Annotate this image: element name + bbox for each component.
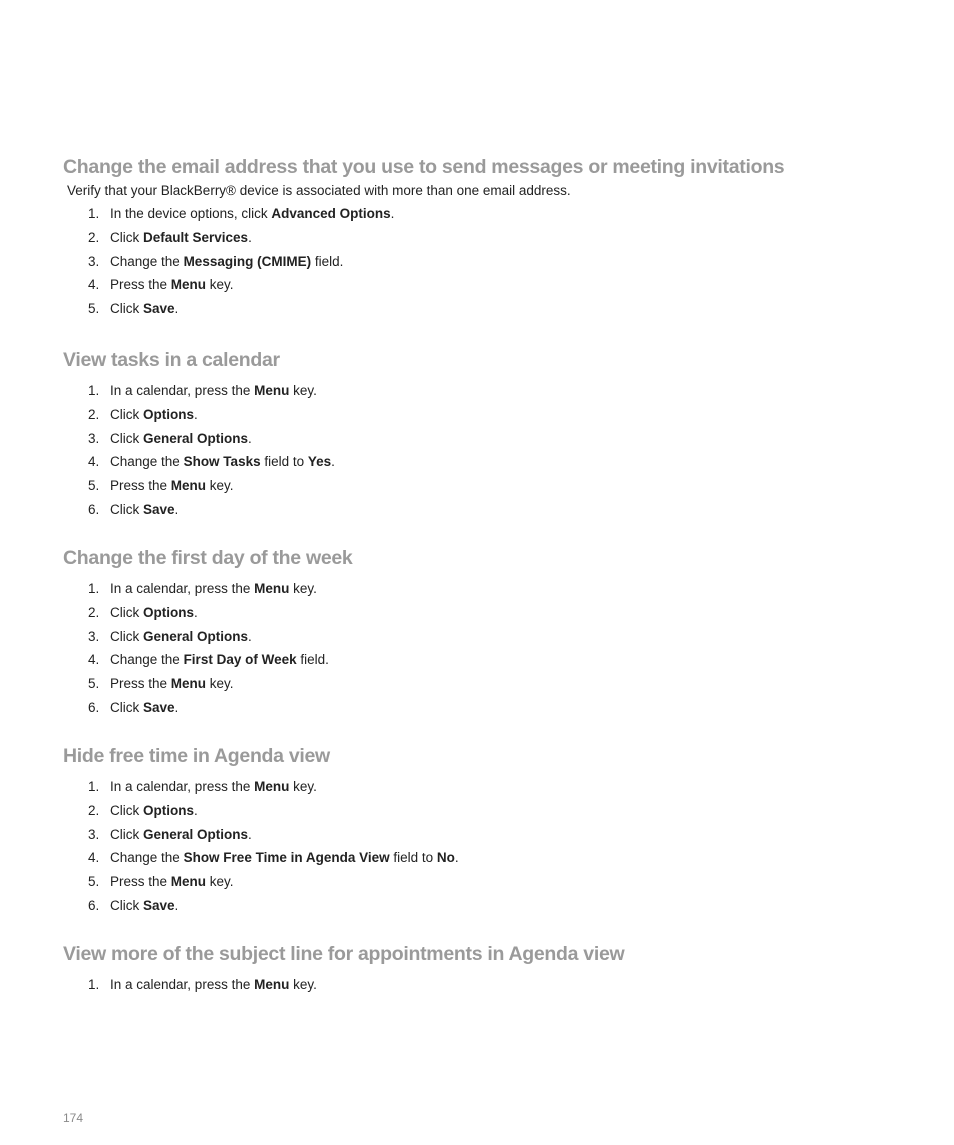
- step-text: Press the: [110, 277, 171, 293]
- step-text: field to: [260, 454, 308, 470]
- step-text: .: [248, 229, 252, 245]
- step-item: [63, 672, 923, 696]
- step-number: 3.: [88, 253, 100, 269]
- step-text: In a calendar, press the: [110, 383, 255, 398]
- step-number: 5.: [88, 676, 100, 692]
- step-text: Click: [110, 699, 143, 715]
- ui-term: Menu: [170, 478, 207, 494]
- ui-term: No: [436, 850, 455, 866]
- step-number: 6.: [88, 897, 100, 913]
- ui-term: Menu: [254, 581, 290, 596]
- step-number: 6.: [88, 501, 100, 517]
- step-text: key.: [206, 874, 234, 890]
- ui-term: General Options: [143, 628, 249, 644]
- step-text: In a calendar, press the: [110, 779, 255, 794]
- steps-list: [63, 202, 923, 321]
- step-item: [63, 823, 923, 847]
- step-number: 1.: [88, 383, 100, 398]
- step-text: Change the: [110, 253, 184, 269]
- steps-list: [63, 973, 923, 997]
- step-item: [63, 648, 923, 672]
- step-text: Click: [110, 229, 143, 245]
- section-heading: Change the first day of the week: [63, 547, 353, 569]
- step-text: key.: [206, 478, 234, 494]
- ui-term: Menu: [170, 676, 207, 692]
- step-text: In a calendar, press the: [110, 581, 255, 596]
- step-text: Click: [110, 897, 143, 913]
- step-text: .: [248, 430, 252, 446]
- step-item: [63, 427, 923, 451]
- step-item: [63, 202, 923, 226]
- step-item: [63, 250, 923, 274]
- step-item: [63, 273, 923, 297]
- ui-term: Default Services: [143, 229, 249, 245]
- steps-list: [63, 775, 923, 918]
- step-text: field.: [311, 253, 344, 269]
- ui-term: Options: [143, 604, 194, 620]
- step-number: 4.: [88, 454, 100, 470]
- step-text: .: [174, 301, 179, 317]
- step-number: 3.: [88, 628, 100, 644]
- step-number: 5.: [88, 874, 100, 890]
- step-text: Press the: [110, 676, 171, 692]
- step-text: Press the: [110, 874, 171, 890]
- step-text: Click: [110, 406, 143, 422]
- step-number: 3.: [88, 826, 100, 842]
- section-intro: Verify that your BlackBerry® device is associated with more than one email address.: [67, 183, 571, 198]
- ui-term: Save: [143, 699, 175, 715]
- step-item: [63, 894, 923, 918]
- steps-list: [63, 577, 923, 720]
- step-text: key.: [206, 676, 234, 692]
- step-text: Click: [110, 301, 143, 317]
- step-number: 1.: [88, 581, 100, 596]
- step-number: 1.: [88, 206, 100, 221]
- step-text: .: [390, 206, 395, 221]
- section-hide-free-time: [63, 744, 923, 918]
- step-number: 1.: [88, 977, 100, 992]
- step-item: [63, 601, 923, 625]
- step-number: 5.: [88, 478, 100, 494]
- section-view-subject-line: [63, 942, 923, 997]
- step-number: 2.: [88, 604, 100, 620]
- step-item: [63, 973, 923, 997]
- step-text: Click: [110, 604, 143, 620]
- steps-list: [63, 379, 923, 522]
- step-number: 2.: [88, 229, 100, 245]
- step-text: key.: [289, 977, 317, 992]
- step-number: 4.: [88, 652, 100, 668]
- step-item: [63, 379, 923, 403]
- step-text: .: [194, 604, 198, 620]
- step-text: key.: [206, 277, 234, 293]
- ui-term: Menu: [254, 779, 290, 794]
- step-text: .: [248, 826, 252, 842]
- step-item: [63, 846, 923, 870]
- step-number: 2.: [88, 802, 100, 818]
- ui-term: Save: [143, 501, 175, 517]
- section-heading: Hide free time in Agenda view: [63, 745, 330, 767]
- step-number: 3.: [88, 430, 100, 446]
- step-text: .: [174, 897, 179, 913]
- step-text: .: [331, 454, 335, 470]
- step-item: [63, 799, 923, 823]
- ui-term: Menu: [170, 277, 207, 293]
- page-number: 174: [63, 1111, 84, 1125]
- ui-term: Options: [143, 406, 194, 422]
- ui-term: General Options: [143, 430, 249, 446]
- ui-term: Show Tasks: [183, 454, 261, 470]
- step-text: In the device options, click: [110, 206, 272, 221]
- step-item: [63, 403, 923, 427]
- step-item: [63, 775, 923, 799]
- ui-term: General Options: [143, 826, 249, 842]
- step-text: field to: [389, 850, 437, 866]
- ui-term: Messaging (CMIME): [183, 253, 312, 269]
- step-text: .: [174, 699, 179, 715]
- ui-term: Save: [143, 897, 175, 913]
- step-item: [63, 870, 923, 894]
- step-text: Click: [110, 628, 143, 644]
- ui-term: Menu: [170, 874, 207, 890]
- step-text: Click: [110, 826, 143, 842]
- ui-term: Save: [143, 301, 175, 317]
- step-number: 4.: [88, 850, 100, 866]
- step-text: key.: [289, 779, 317, 794]
- ui-term: Yes: [307, 454, 332, 470]
- section-first-day-of-week: [63, 546, 923, 720]
- step-item: [63, 498, 923, 522]
- ui-term: Show Free Time in Agenda View: [183, 850, 390, 866]
- step-item: [63, 577, 923, 601]
- step-text: Click: [110, 501, 143, 517]
- step-text: Change the: [110, 850, 184, 866]
- step-text: .: [194, 406, 198, 422]
- section-heading: View tasks in a calendar: [63, 349, 280, 371]
- step-number: 4.: [88, 277, 100, 293]
- step-text: Change the: [110, 652, 184, 668]
- ui-term: Menu: [254, 977, 290, 992]
- section-change-email-address: [63, 155, 923, 321]
- step-item: [63, 450, 923, 474]
- step-text: In a calendar, press the: [110, 977, 255, 992]
- step-text: .: [248, 628, 252, 644]
- step-item: [63, 696, 923, 720]
- step-item: [63, 474, 923, 498]
- step-text: Change the: [110, 454, 184, 470]
- step-number: 5.: [88, 301, 100, 317]
- step-item: [63, 297, 923, 321]
- step-text: Click: [110, 430, 143, 446]
- section-heading: View more of the subject line for appointments in Agenda view: [63, 943, 625, 965]
- step-number: 2.: [88, 406, 100, 422]
- step-number: 6.: [88, 699, 100, 715]
- section-heading: Change the email address that you use to send messages or meeting invitations: [63, 156, 785, 178]
- ui-term: Options: [143, 802, 194, 818]
- step-text: .: [174, 501, 179, 517]
- step-number: 1.: [88, 779, 100, 794]
- step-text: Click: [110, 802, 143, 818]
- step-item: [63, 226, 923, 250]
- step-text: key.: [289, 383, 317, 398]
- ui-term: Menu: [254, 383, 290, 398]
- step-text: .: [454, 850, 459, 866]
- section-view-tasks: [63, 348, 923, 522]
- step-text: .: [194, 802, 198, 818]
- ui-term: Advanced Options: [271, 206, 391, 221]
- ui-term: First Day of Week: [183, 652, 297, 668]
- step-text: key.: [289, 581, 317, 596]
- step-item: [63, 625, 923, 649]
- step-text: field.: [296, 652, 329, 668]
- step-text: Press the: [110, 478, 171, 494]
